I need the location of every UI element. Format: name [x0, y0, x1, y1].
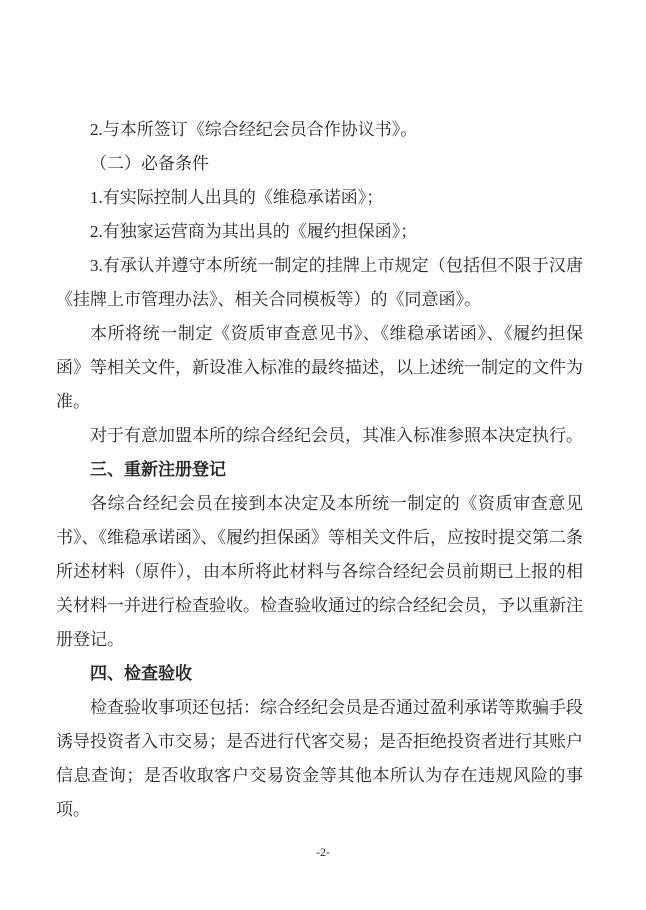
section-heading-reregistration: 三、重新注册登记	[90, 460, 226, 479]
paragraph: 3.有承认并遵守本所统一制定的挂牌上市规定（包括但不限于汉唐《挂牌上市管理办法》、相关合同模板等）的《同意函》。	[56, 256, 583, 309]
paragraph: 对于有意加盟本所的综合经纪会员，其准入标准参照本决定执行。	[90, 426, 583, 445]
document-body	[56, 113, 583, 827]
section-heading-inspection: 四、检查验收	[90, 664, 192, 683]
paragraph: 本所将统一制定《资质审查意见书》、《维稳承诺函》、《履约担保函》等相关文件，新设准入标准的最终描述，以上述统一制定的文件为准。	[56, 324, 583, 411]
paragraph: 2.有独家运营商为其出具的《履约担保函》；	[90, 222, 418, 241]
paragraph: 检查验收事项还包括：综合经纪会员是否通过盈利承诺等欺骗手段诱导投资者入市交易；是否进行代客交易；是否拒绝投资者进行其账户信息查询；是否收取客户交易资金等其他本所认为存在违规风险的事项。	[56, 698, 583, 819]
paragraph: 各综合经纪会员在接到本决定及本所统一制定的《资质审查意见书》、《维稳承诺函》、《履约担保函》等相关文件后，应按时提交第二条所述材料（原件），由本所将此材料与各综合经纪会员前期已上报的相关材料一并进行检查验收。检查验收通过的综合经纪会员，予以重新注册登记。	[56, 494, 583, 649]
paragraph: 2.与本所签订《综合经纪会员合作协议书》。	[90, 120, 418, 139]
paragraph: （二）必备条件	[90, 154, 209, 173]
page-number: -2-	[316, 845, 330, 859]
paragraph: 1.有实际控制人出具的《维稳承诺函》；	[90, 188, 384, 207]
